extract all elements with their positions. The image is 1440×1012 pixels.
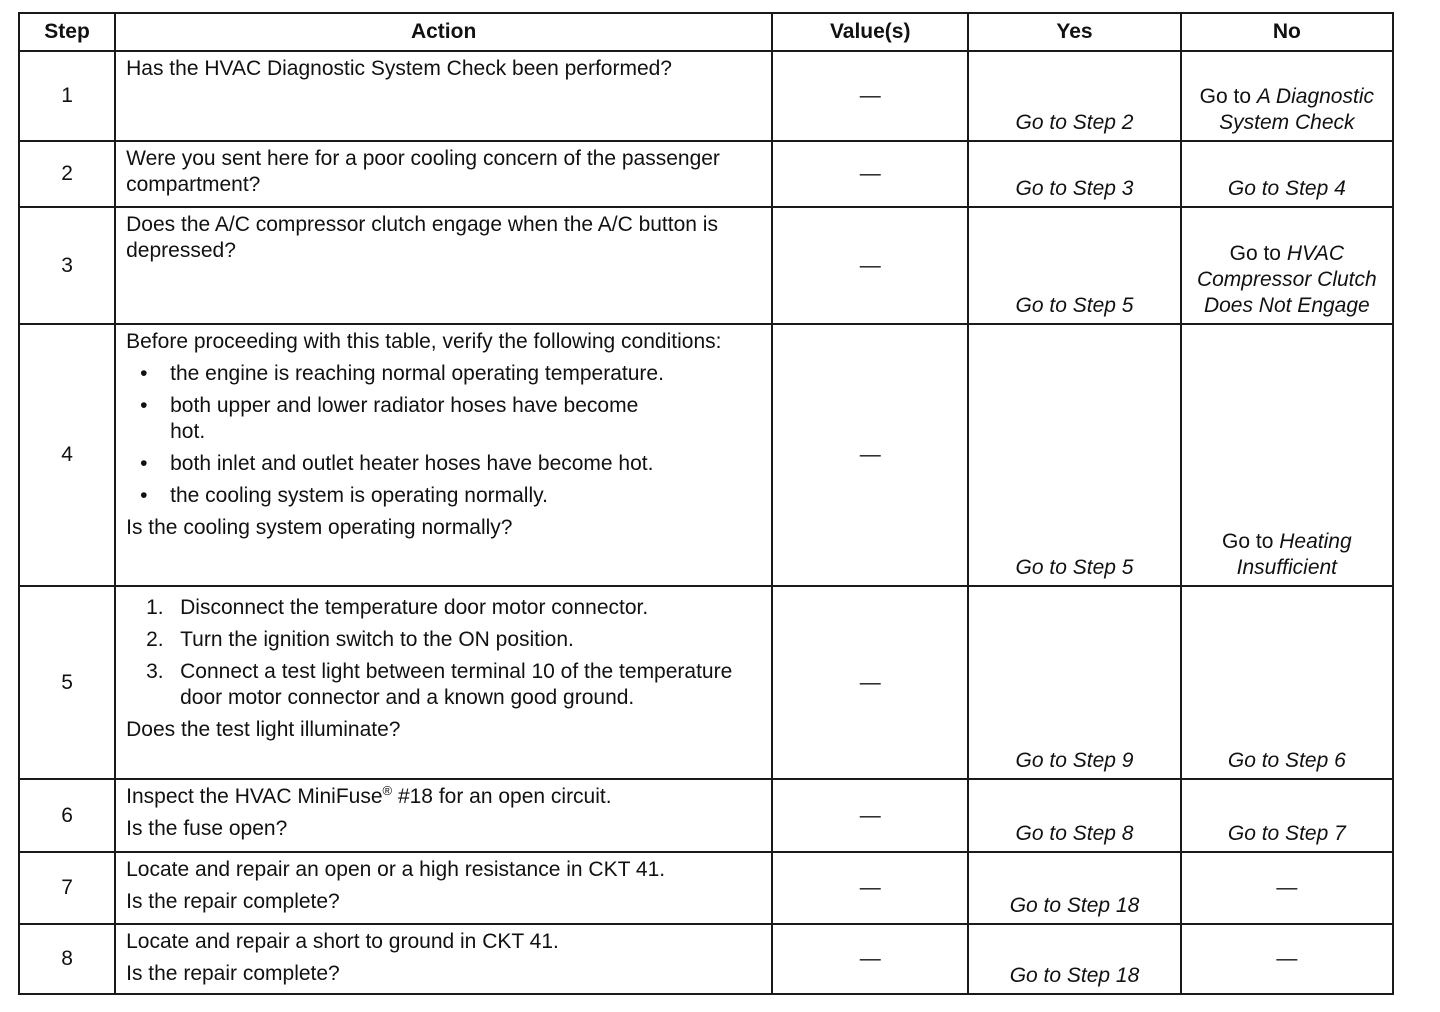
no-link[interactable]: Heating Insufficient — [1236, 530, 1352, 579]
no-cell[interactable] — [1181, 324, 1393, 586]
table-row — [19, 207, 1393, 324]
action-cell — [115, 852, 772, 924]
table-row — [19, 586, 1393, 779]
action-question: Is the fuse open? — [126, 817, 288, 840]
step-number: 2 — [19, 141, 115, 207]
action-cell — [115, 779, 772, 852]
header-row — [19, 13, 1393, 51]
step-number: 4 — [19, 324, 115, 586]
header-yes: Yes — [968, 13, 1180, 51]
no-prefix: Go to — [1199, 85, 1252, 108]
table-row — [19, 141, 1393, 207]
no-cell[interactable] — [1181, 207, 1393, 324]
step-number: 3 — [19, 207, 115, 324]
no-link[interactable]: A Diagnostic System Check — [1219, 85, 1374, 134]
action-cell — [115, 324, 772, 586]
yes-cell[interactable]: Go to Step 3 — [968, 141, 1180, 207]
yes-cell[interactable]: Go to Step 8 — [968, 779, 1180, 852]
value-cell: — — [772, 924, 968, 994]
no-cell[interactable]: Go to Step 4 — [1181, 141, 1393, 207]
value-cell: — — [772, 324, 968, 586]
no-link[interactable]: HVAC Compressor Clutch Does Not Engage — [1196, 242, 1377, 317]
no-cell: — — [1181, 852, 1393, 924]
no-cell[interactable]: Go to Step 6 — [1181, 586, 1393, 779]
action-cell — [115, 924, 772, 994]
header-no: No — [1181, 13, 1393, 51]
no-cell[interactable]: Go to Step 7 — [1181, 779, 1393, 852]
header-action: Action — [115, 13, 772, 51]
yes-cell[interactable]: Go to Step 5 — [968, 324, 1180, 586]
yes-cell[interactable]: Go to Step 9 — [968, 586, 1180, 779]
step-number: 6 — [19, 779, 115, 852]
action-intro: Before proceeding with this table, verify the following conditions: — [126, 330, 722, 353]
step-number: 7 — [19, 852, 115, 924]
action-question: Is the repair complete? — [126, 962, 340, 985]
value-cell: — — [772, 51, 968, 141]
header-values: Value(s) — [772, 13, 968, 51]
numbered-item: 2. Turn the ignition switch to the ON position. — [146, 628, 574, 651]
yes-cell[interactable]: Go to Step 18 — [968, 924, 1180, 994]
no-cell[interactable] — [1181, 51, 1393, 141]
yes-cell[interactable]: Go to Step 2 — [968, 51, 1180, 141]
bullet-item: • the engine is reaching normal operating temperature. — [140, 362, 664, 385]
action-question: Does the test light illuminate? — [126, 718, 401, 741]
action-question: Is the repair complete? — [126, 890, 340, 913]
table-row — [19, 924, 1393, 994]
table-row — [19, 852, 1393, 924]
value-cell: — — [772, 586, 968, 779]
action-text: Does the A/C compressor clutch engage when the A/C button is depressed? — [115, 207, 772, 324]
value-cell: — — [772, 852, 968, 924]
value-cell: — — [772, 207, 968, 324]
no-prefix: Go to — [1222, 530, 1274, 553]
yes-cell[interactable]: Go to Step 18 — [968, 852, 1180, 924]
diagnostic-table — [18, 12, 1394, 995]
header-step: Step — [19, 13, 115, 51]
bullet-item: • both upper and lower radiator hoses have become hot. — [140, 394, 639, 443]
value-cell: — — [772, 141, 968, 207]
action-text: Were you sent here for a poor cooling concern of the passenger compartment? — [115, 141, 772, 207]
numbered-item: 3. Connect a test light between terminal 10 of the temperature door motor connector and a known good ground. — [146, 660, 733, 709]
step-number: 8 — [19, 924, 115, 994]
action-text: Has the HVAC Diagnostic System Check been performed? — [115, 51, 772, 141]
action-text: Inspect the HVAC MiniFuse® #18 for an open circuit. — [126, 783, 612, 808]
bullet-item: • both inlet and outlet heater hoses have become hot. — [140, 452, 654, 475]
table-row — [19, 324, 1393, 586]
action-cell — [115, 586, 772, 779]
table-row — [19, 51, 1393, 141]
action-question: Is the cooling system operating normally? — [126, 516, 513, 539]
bullet-item: • the cooling system is operating normally. — [140, 484, 548, 507]
table-row — [19, 779, 1393, 852]
step-number: 5 — [19, 586, 115, 779]
value-cell: — — [772, 779, 968, 852]
step-number: 1 — [19, 51, 115, 141]
no-prefix: Go to — [1229, 242, 1281, 265]
numbered-item: 1. Disconnect the temperature door motor connector. — [146, 596, 649, 619]
action-text: Locate and repair a short to ground in CKT 41. — [126, 930, 559, 953]
action-text: Locate and repair an open or a high resistance in CKT 41. — [126, 858, 666, 881]
no-cell: — — [1181, 924, 1393, 994]
yes-cell[interactable]: Go to Step 5 — [968, 207, 1180, 324]
